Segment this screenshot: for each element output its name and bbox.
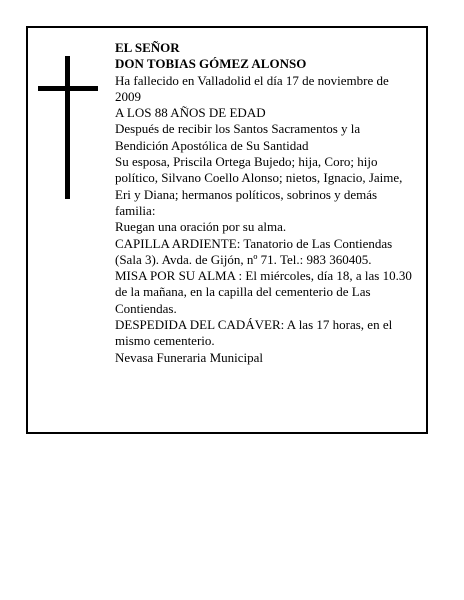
- cross-horizontal-bar: [38, 86, 98, 91]
- age-line: A LOS 88 AÑOS DE EDAD: [115, 105, 266, 121]
- cross-icon: [38, 56, 98, 199]
- family-list: Su esposa, Priscila Ortega Bujedo; hija, Coro; hijo político, Silvano Coello Alonso; nietos, Ignacio, Jaime, Eri y Diana; hermanos políticos, sobrinos y demás familia:: [115, 154, 403, 218]
- obituary-text: [115, 40, 415, 366]
- notice-title: EL SEÑOR: [115, 40, 180, 55]
- chapel-info: CAPILLA ARDIENTE: Tanatorio de Las Contiendas (Sala 3). Avda. de Gijón, nº 71. Tel.: 983 360405.: [115, 235, 393, 267]
- cross-vertical-bar: [65, 56, 70, 199]
- obituary-notice: [26, 26, 428, 434]
- death-statement: Ha fallecido en Valladolid el día 17 de noviembre de 2009: [115, 72, 389, 104]
- prayer-request: Ruegan una oración por su alma.: [115, 219, 287, 235]
- farewell-info: DESPEDIDA DEL CADÁVER: A las 17 horas, en el mismo cementerio.: [115, 317, 393, 349]
- sacraments-line: Después de recibir los Santos Sacramentos y la Bendición Apostólica de Su Santidad: [115, 121, 361, 153]
- funeral-home: Nevasa Funeraria Municipal: [115, 349, 264, 365]
- deceased-name: DON TOBIAS GÓMEZ ALONSO: [115, 56, 307, 72]
- mass-info: MISA POR SU ALMA : El miércoles, día 18, a las 10.30 de la mañana, en la capilla del cementerio de Las Contiendas.: [115, 268, 412, 316]
